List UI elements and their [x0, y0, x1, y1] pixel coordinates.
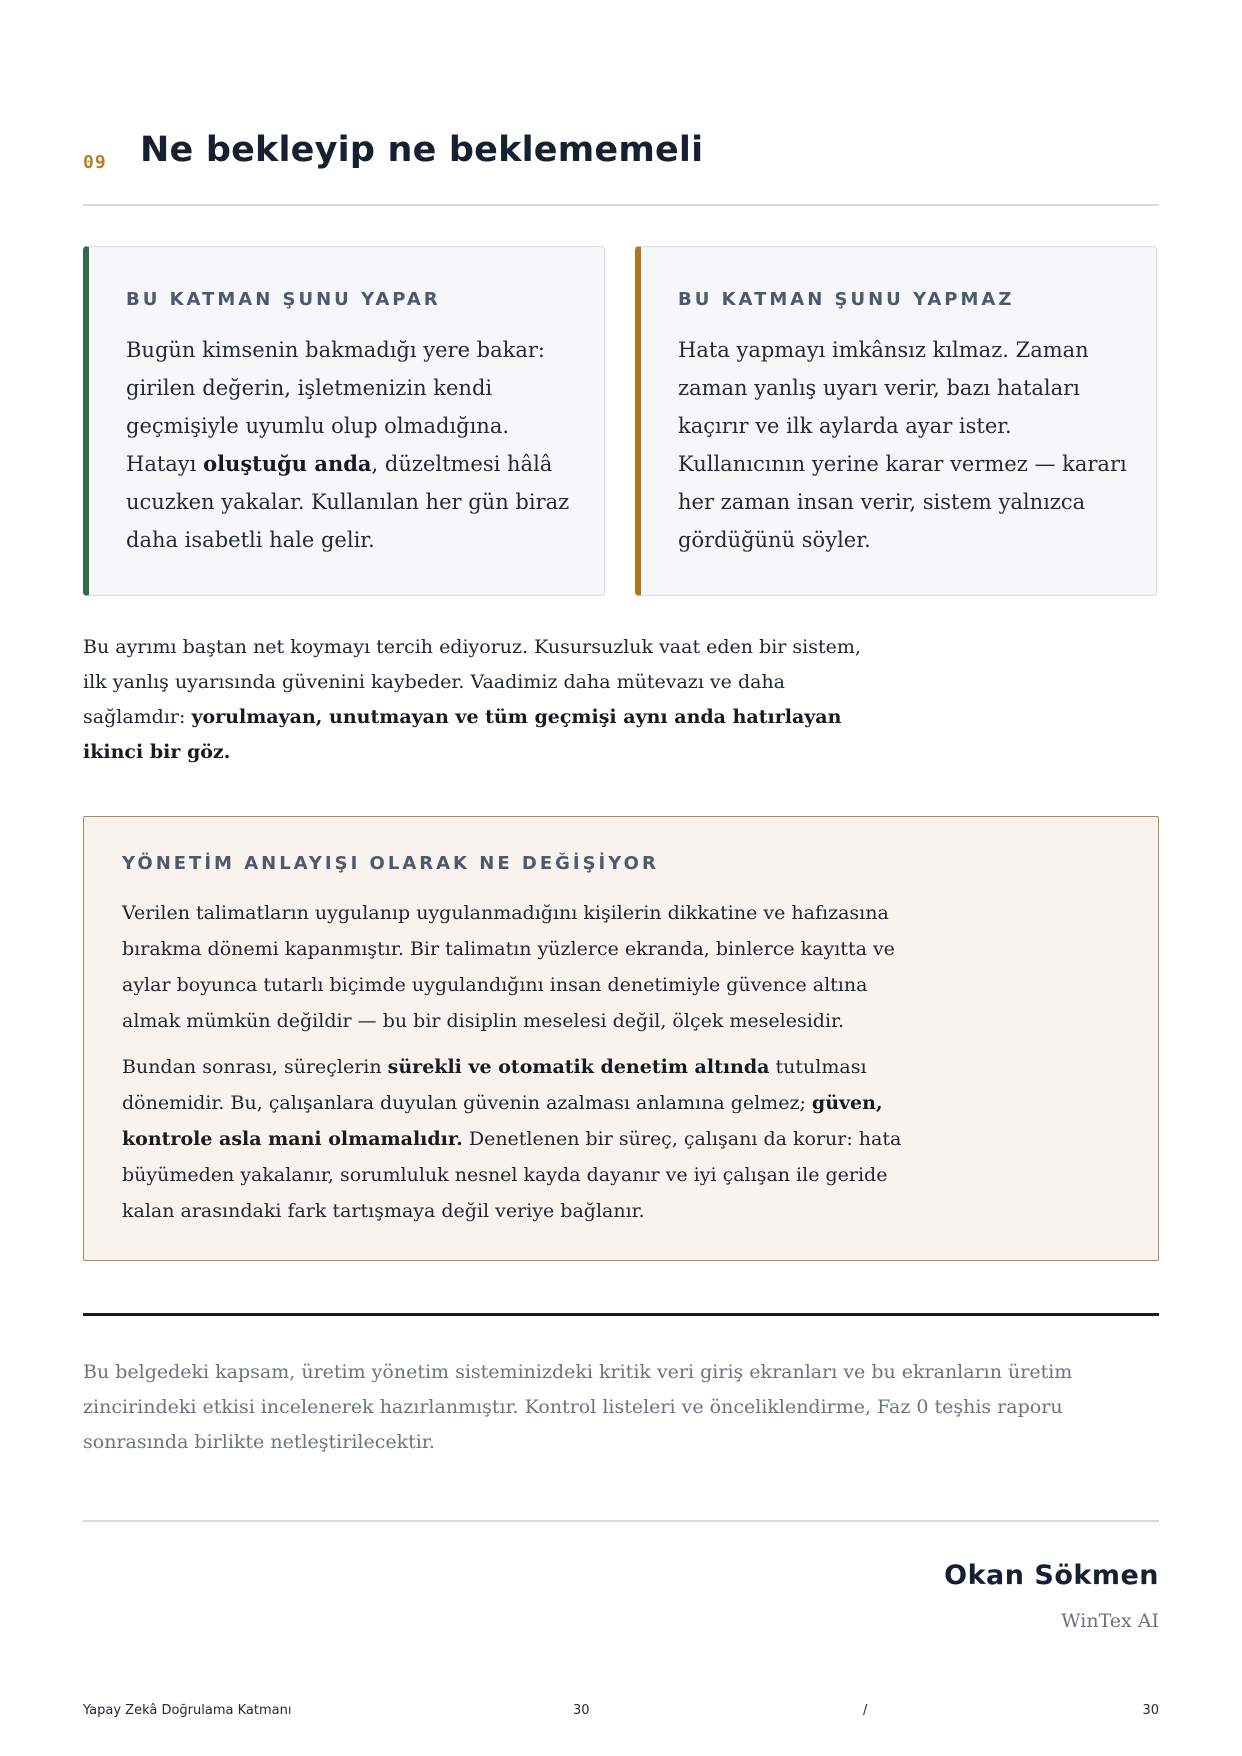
section-title: Ne bekleyip ne beklememeli	[140, 130, 704, 170]
footer-separator: /	[863, 1703, 868, 1718]
intro-bold: yorulmayan, unutmayan ve tüm geçmişi aynı anda hatırlayan ikinci bir göz.	[83, 706, 842, 763]
signature-organization: WinTex AI	[1061, 1610, 1159, 1632]
document-page	[83, 0, 1159, 1756]
does-bold: oluştuğu anda	[203, 451, 372, 476]
closing-divider	[83, 1313, 1159, 1316]
section-header	[83, 128, 1159, 178]
page-footer	[83, 1703, 1159, 1723]
doesnt-card-heading: BU KATMAN ŞUNU YAPMAZ	[678, 289, 1015, 310]
footer-page-number: 30	[573, 1703, 590, 1718]
management-callout	[83, 816, 1159, 1261]
management-paragraph-1: Verilen talimatların uygulanıp uygulanmadığını kişilerin dikkatine ve hafızasına bırakma dönemi kapanmıştır. Bir talimatın yüzlerce ekranda, binlerce kayıtta ve aylar boyunca tutarlı biçimde uygulandığını insan denetimiyle güvence altına almak mümkün değildir — bu bir disiplin meselesi değil, ölçek meselesidir.	[122, 902, 895, 1032]
mgmt-p2-bold-d: güven, kontrole asla mani olmamalıdır.	[122, 1092, 883, 1150]
does-text-2: , düzeltmesi hâlâ ucuzken yakalar. Kullanılan her gün biraz daha isabetli hale gelir.	[126, 452, 570, 552]
footer-page-total: 30	[1142, 1703, 1159, 1718]
mgmt-p2-bold-b: sürekli ve otomatik denetim altında	[387, 1056, 770, 1078]
mgmt-p2-text-e: Denetlenen bir süreç, çalışanı da korur: hata büyümeden yakalanır, sorumluluk nesnel kayda dayanır ve iyi çalışan ile geride kalan arasındaki fark tartışmaya değil veriye bağlanır.	[122, 1128, 902, 1222]
management-paragraph-2	[122, 1049, 912, 1229]
mgmt-p2-text-c: tutulması dönemidir. Bu, çalışanlara duyulan güvenin azalması anlamına gelmez;	[122, 1056, 867, 1114]
intro-paragraph	[83, 630, 883, 770]
does-text-1: Bugün kimsenin bakmadığı yere bakar: girilen değerin, işletmenizin kendi geçmişiyle uyumlu olup olmadığına. Hatayı	[126, 338, 545, 476]
section-divider	[83, 204, 1159, 206]
management-heading: YÖNETİM ANLAYIŞI OLARAK NE DEĞİŞİYOR	[122, 853, 659, 874]
signature-divider	[83, 1520, 1159, 1522]
section-number: 09	[83, 152, 107, 173]
doesnt-card	[635, 246, 1157, 596]
does-card-heading: BU KATMAN ŞUNU YAPAR	[126, 289, 441, 310]
does-card	[83, 246, 605, 596]
footer-document-title: Yapay Zekâ Doğrulama Katmanı	[83, 1703, 292, 1718]
doesnt-card-body: Hata yapmayı imkânsız kılmaz. Zaman zaman yanlış uyarı verir, bazı hataları kaçırır ve ilk aylarda ayar ister. Kullanıcının yerine karar vermez — kararı her zaman insan verir, sistem yalnızca gördüğünü söyler.	[678, 338, 1127, 552]
does-card-body	[126, 331, 576, 559]
scope-note: Bu belgedeki kapsam, üretim yönetim sisteminizdeki kritik veri giriş ekranları ve bu ekranların üretim zincirindeki etkisi incelenerek hazırlanmıştır. Kontrol listeleri ve önceliklendirme, Faz 0 teşhis raporu sonrasında birlikte netleştirilecektir.	[83, 1361, 1073, 1453]
intro-text: Bu ayrımı baştan net koymayı tercih ediyoruz. Kusursuzluk vaat eden bir sistem, ilk yanlış uyarısında güvenini kaybeder. Vaadimiz daha mütevazı ve daha sağlamdır:	[83, 636, 861, 728]
mgmt-p2-text-a: Bundan sonrası, süreçlerin	[122, 1056, 388, 1078]
signature-name: Okan Sökmen	[944, 1560, 1159, 1591]
